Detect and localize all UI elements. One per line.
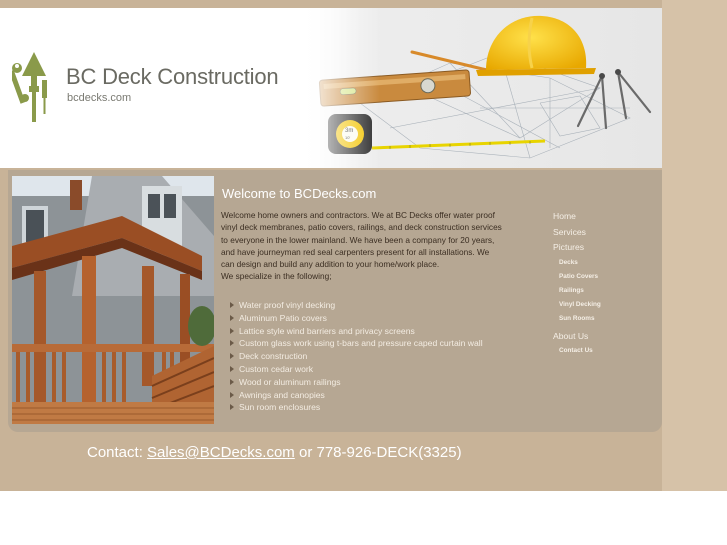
nav-sub-railings[interactable]: Railings bbox=[559, 286, 584, 294]
specialize-line: We specialize in the following; bbox=[221, 271, 332, 282]
welcome-heading: Welcome to BCDecks.com bbox=[222, 186, 377, 201]
nav-services[interactable]: Services bbox=[553, 226, 586, 237]
list-item: Sun room enclosures bbox=[229, 401, 499, 414]
header-tools-illustration bbox=[300, 8, 662, 168]
brand-subtitle: bcdecks.com bbox=[67, 92, 132, 104]
nav-sub-contact-us[interactable]: Contact Us bbox=[559, 347, 593, 354]
nav-pictures[interactable]: Pictures bbox=[553, 242, 585, 252]
intro-text bbox=[221, 209, 503, 283]
contact-phone: 778-926-DECK(3325) bbox=[316, 444, 462, 461]
list-item: Custom glass work using t-bars and pressure caped curtain wall bbox=[229, 337, 499, 350]
contact-prefix: Contact: bbox=[87, 444, 148, 461]
list-item: Custom cedar work bbox=[229, 363, 499, 376]
contact-email-link[interactable]: Sales@BCDecks.com bbox=[147, 444, 295, 461]
list-item: Awnings and canopies bbox=[229, 389, 499, 402]
logo-tools-icon bbox=[12, 48, 54, 126]
service-list bbox=[229, 299, 499, 414]
nav-home[interactable]: Home bbox=[553, 211, 576, 221]
nav-sub-patio-covers[interactable]: Patio Covers bbox=[559, 272, 599, 280]
brand-title: BC Deck Construction bbox=[66, 64, 279, 89]
list-item: Wood or aluminum railings bbox=[229, 376, 499, 389]
list-item: Lattice style wind barriers and privacy screens bbox=[229, 325, 499, 338]
list-item: Aluminum Patio covers bbox=[229, 312, 499, 325]
nav-about[interactable]: About Us bbox=[553, 330, 589, 341]
intro-paragraph: Welcome home owners and contractors. We at BC Decks offer water proof vinyl deck membranes, patio covers, railings, and deck construction services to everyone in the lower mainland. We have been a company for 20 years, and have journeyman red seal carpenters present for all installations. We can design and build any addition to your home/work place. bbox=[221, 210, 502, 270]
contact-line bbox=[87, 444, 462, 461]
list-item: Deck construction bbox=[229, 350, 499, 363]
site-header bbox=[0, 8, 662, 168]
nav-sub-decks[interactable]: Decks bbox=[559, 258, 578, 266]
nav-sub-sun-rooms[interactable]: Sun Rooms bbox=[559, 314, 595, 322]
porch-photo bbox=[12, 176, 214, 424]
contact-middle: or bbox=[294, 444, 317, 461]
nav-sub-vinyl-decking[interactable]: Vinyl Decking bbox=[559, 300, 601, 308]
side-nav bbox=[553, 209, 653, 358]
list-item: Water proof vinyl decking bbox=[229, 299, 499, 312]
